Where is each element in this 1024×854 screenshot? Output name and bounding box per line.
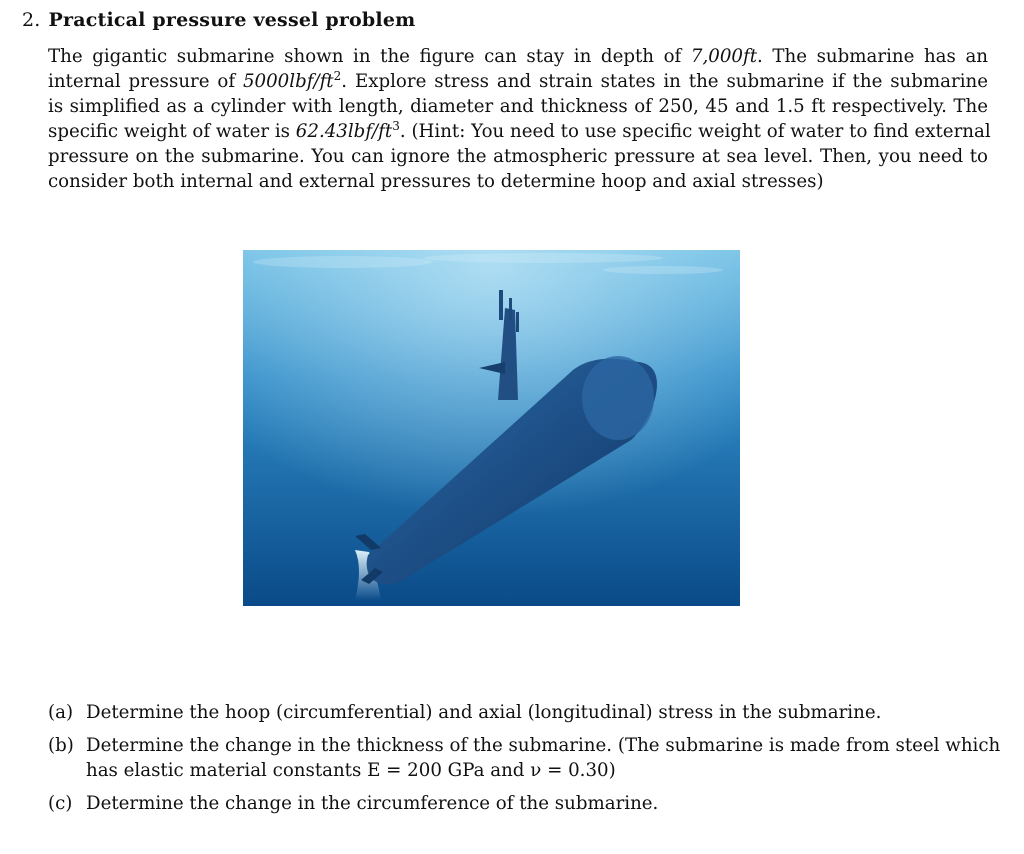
- question-a: [48, 700, 992, 725]
- question-tag: (b): [48, 735, 74, 756]
- problem-title: Practical pressure vessel problem: [48, 9, 416, 31]
- problem-number: 2.: [22, 9, 41, 31]
- statement-line: consider both internal and external pressures to determine hoop and axial stresses): [48, 171, 824, 192]
- question-text: Determine the change in the thickness of the submarine. (The submarine is made from steel which: [86, 735, 1001, 756]
- specific-weight-value: 62.43lbf/ft: [295, 121, 393, 142]
- question-tag: (c): [48, 793, 73, 814]
- submarine-photo: [243, 250, 740, 606]
- question-tag: (a): [48, 702, 74, 723]
- statement-line: internal pressure of $5000lbf/ft^2$. Explore stress and strain states in the submarine if the submarine: [48, 69, 988, 92]
- problem-heading: [22, 9, 415, 31]
- statement-line: specific weight of water is $62.43lbf/ft^3$. (Hint: You need to use specific weight of water to find external: [48, 119, 991, 142]
- depth-value: 7,000ft: [690, 46, 757, 67]
- question-text: has elastic material constants E = 200 GPa and ν = 0.30): [86, 760, 616, 781]
- submarine-illustration: [243, 250, 740, 606]
- statement-line: The gigantic submarine shown in the figure can stay in depth of 7,000ft. The submarine has an: [48, 46, 989, 67]
- question-list: [48, 700, 1001, 824]
- question-text: Determine the hoop (circumferential) and axial (longitudinal) stress in the submarine.: [86, 702, 882, 723]
- problem-statement: [48, 44, 991, 194]
- question-c: [48, 791, 992, 816]
- statement-line: pressure on the submarine. You can ignore the atmospheric pressure at sea level. Then, you need to: [48, 146, 988, 167]
- statement-line: is simplified as a cylinder with length, diameter and thickness of 250, 45 and 1.5 ft respectively. The: [48, 96, 988, 117]
- question-text: Determine the change in the circumference of the submarine.: [86, 793, 659, 814]
- question-b: [48, 733, 1001, 783]
- internal-pressure-value: 5000lbf/ft: [242, 71, 334, 92]
